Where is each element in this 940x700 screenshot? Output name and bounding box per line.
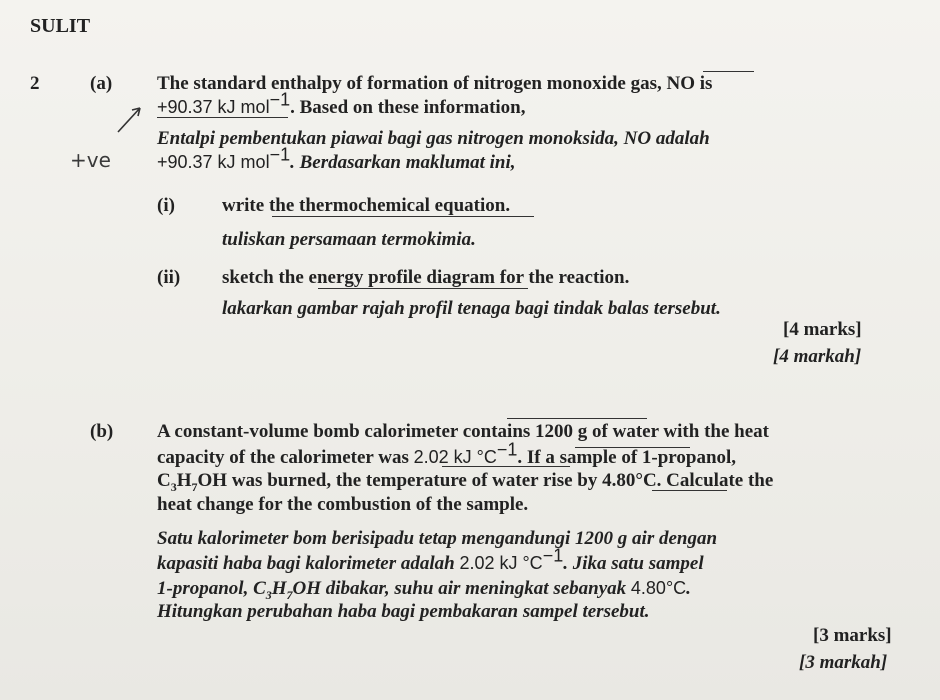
heat-capacity-ms: 2.02 kJ °C <box>459 553 543 573</box>
pen-underline-no <box>703 71 754 72</box>
part-b-marks-ms: [3 markah] <box>799 652 888 673</box>
part-a-en-line1: The standard enthalpy of formation of nitrogen monoxide gas, NO is <box>157 73 713 94</box>
temp-rise-en: 4.80°C <box>602 470 657 491</box>
sub-i-label: (i) <box>157 195 175 216</box>
sub-ii-label: (ii) <box>157 267 181 288</box>
part-b-en-l2-a: capacity of the calorimeter was <box>157 447 409 468</box>
part-b-ms-l3-b: OH dibakar, suhu air meningkat sebanyak <box>292 578 627 599</box>
enthalpy-unit-sup-en: −1 <box>269 89 291 110</box>
formula-h-en: H <box>176 470 192 491</box>
pen-overline-1200g <box>507 418 647 419</box>
sub-ii-en: sketch the energy profile diagram for the reaction. <box>222 267 630 288</box>
part-b-en-l2-b: . If a sample of 1-propanol, <box>517 447 737 468</box>
sub-i-ms: tuliskan persamaan termokimia. <box>222 229 476 250</box>
enthalpy-value-en: +90.37 kJ mol <box>157 97 270 117</box>
part-a-marks-ms-text: [4 markah] <box>773 346 862 367</box>
part-a-label: (a) <box>90 73 113 94</box>
enthalpy-unit-sup-ms: −1 <box>269 144 291 165</box>
sub-ii-ms: lakarkan gambar rajah profil tenaga bagi tindak balas tersebut. <box>222 298 721 319</box>
part-b-ms-l3-end: . <box>686 578 691 599</box>
pen-arrow-icon <box>112 100 152 140</box>
part-b-en-l3-end: . Calculate the <box>656 470 774 491</box>
part-b-ms-l3-a: 1-propanol, C <box>157 578 266 599</box>
part-a-en-line2-rest: . Based on these information, <box>290 97 526 118</box>
formula-h-ms: H <box>271 578 287 599</box>
part-b-label: (b) <box>90 421 114 442</box>
formula-sub1-ms: 3 <box>265 587 272 602</box>
part-b-ms-l2 <box>157 545 704 576</box>
part-b-ms-l4: Hitungkan perubahan haba bagi pembakaran sampel tersebut. <box>157 601 650 622</box>
pen-underline-energy-profile <box>318 288 528 289</box>
enthalpy-value-ms: +90.37 kJ mol <box>157 152 270 172</box>
question-number: 2 <box>30 73 40 94</box>
sub-i-en: write the thermochemical equation. <box>222 195 511 216</box>
part-b-marks-en: [3 marks] <box>813 625 892 646</box>
part-b-ms-l1: Satu kalorimeter bom berisipadu tetap mengandungi 1200 g air dengan <box>157 528 718 549</box>
part-b-en-l1: A constant-volume bomb calorimeter contains 1200 g of water with the heat <box>157 421 769 442</box>
part-b-ms-l3 <box>157 576 691 601</box>
part-b-ms-l2-b: . Jika satu sampel <box>563 553 704 574</box>
part-b-en-l4: heat change for the combustion of the sample. <box>157 494 529 515</box>
part-b-en-l3-rest: OH was burned, the temperature of water rise by <box>197 470 598 491</box>
heat-capacity-sup-ms: −1 <box>542 545 564 566</box>
part-a-marks-en: [4 marks] <box>783 319 862 340</box>
formula-sub2-en: 7 <box>191 479 198 494</box>
heat-capacity-en: 2.02 kJ °C <box>413 447 497 467</box>
part-a-ms-line2-rest: . Berdasarkan maklumat ini, <box>290 152 516 173</box>
part-a-ms-line1: Entalpi pembentukan piawai bagi gas nitrogen monoksida, NO adalah <box>157 128 710 149</box>
formula-c-en: C <box>157 470 171 491</box>
pen-underline-temp <box>652 490 727 491</box>
handwritten-margin-note: +ve <box>70 148 111 172</box>
pen-overline-sample <box>575 447 690 448</box>
formula-sub1-en: 3 <box>170 479 177 494</box>
temp-rise-ms: 4.80°C <box>630 578 687 598</box>
part-a-marks-ms <box>773 345 861 369</box>
part-a-ms-line2 <box>157 144 516 175</box>
pen-underline-enthalpy <box>157 117 288 118</box>
heat-capacity-sup-en: −1 <box>496 439 518 460</box>
part-b-ms-l2-a: kapasiti haba bagi kalorimeter adalah <box>157 553 455 574</box>
pen-underline-heat-capacity <box>442 466 570 467</box>
pen-underline-thermochemical <box>272 216 534 217</box>
classification-header: SULIT <box>30 15 91 37</box>
formula-sub2-ms: 7 <box>286 587 293 602</box>
